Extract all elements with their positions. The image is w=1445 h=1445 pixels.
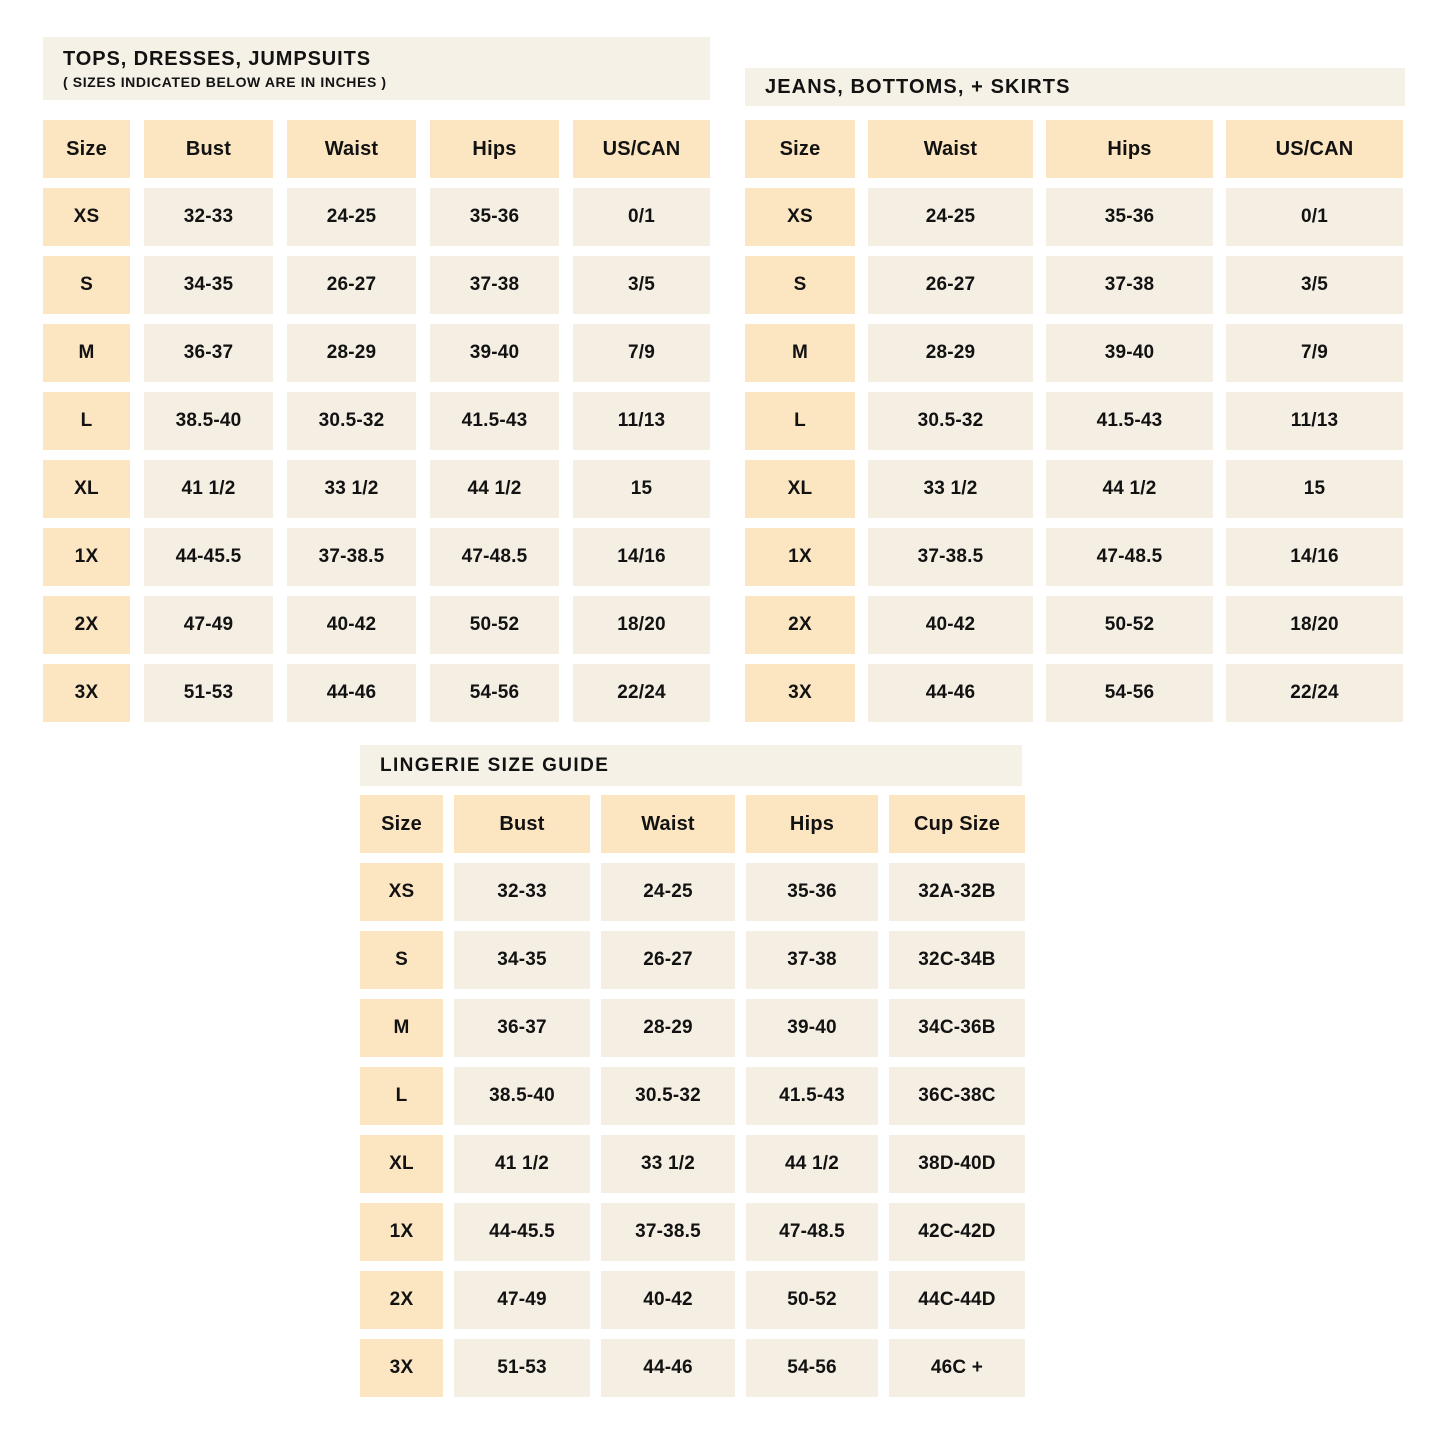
measurement-cell: 44-46 [601, 1339, 735, 1397]
measurement-cell: 32A-32B [889, 863, 1025, 921]
size-label-cell: L [43, 392, 130, 450]
measurement-cell: 15 [573, 460, 710, 518]
size-label-cell: XL [43, 460, 130, 518]
measurement-cell: 40-42 [601, 1271, 735, 1329]
measurement-cell: 30.5-32 [868, 392, 1033, 450]
size-label-cell: XL [360, 1135, 443, 1193]
measurement-cell: 38.5-40 [454, 1067, 590, 1125]
measurement-cell: 11/13 [1226, 392, 1403, 450]
measurement-cell: 37-38.5 [868, 528, 1033, 586]
measurement-cell: 14/16 [573, 528, 710, 586]
measurement-cell: 44-45.5 [144, 528, 273, 586]
measurement-cell: 11/13 [573, 392, 710, 450]
measurement-cell: 3/5 [1226, 256, 1403, 314]
measurement-cell: 34C-36B [889, 999, 1025, 1057]
jeans-bottoms-skirts-table [745, 68, 1405, 722]
column-header-hips: Hips [746, 795, 878, 853]
measurement-cell: 44 1/2 [746, 1135, 878, 1193]
measurement-cell: 28-29 [868, 324, 1033, 382]
measurement-cell: 35-36 [746, 863, 878, 921]
size-label-cell: M [745, 324, 855, 382]
measurement-cell: 44 1/2 [430, 460, 559, 518]
measurement-cell: 37-38 [746, 931, 878, 989]
measurement-cell: 41 1/2 [144, 460, 273, 518]
measurement-cell: 39-40 [746, 999, 878, 1057]
measurement-cell: 38.5-40 [144, 392, 273, 450]
size-label-cell: L [745, 392, 855, 450]
measurement-cell: 36-37 [144, 324, 273, 382]
measurement-cell: 15 [1226, 460, 1403, 518]
measurement-cell: 26-27 [601, 931, 735, 989]
size-label-cell: 1X [360, 1203, 443, 1261]
size-label-cell: XS [745, 188, 855, 246]
measurement-cell: 0/1 [1226, 188, 1403, 246]
measurement-cell: 33 1/2 [868, 460, 1033, 518]
column-header-waist: Waist [287, 120, 416, 178]
size-label-cell: M [43, 324, 130, 382]
lingerie-size-grid [360, 795, 1022, 1397]
measurement-cell: 26-27 [868, 256, 1033, 314]
measurement-cell: 36C-38C [889, 1067, 1025, 1125]
measurement-cell: 50-52 [1046, 596, 1213, 654]
measurement-cell: 33 1/2 [601, 1135, 735, 1193]
measurement-cell: 28-29 [601, 999, 735, 1057]
size-label-cell: 2X [43, 596, 130, 654]
measurement-cell: 47-48.5 [1046, 528, 1213, 586]
size-label-cell: 2X [745, 596, 855, 654]
measurement-cell: 18/20 [573, 596, 710, 654]
size-label-cell: S [745, 256, 855, 314]
measurement-cell: 37-38.5 [601, 1203, 735, 1261]
column-header-us-can: US/CAN [1226, 120, 1403, 178]
jeans-size-grid [745, 120, 1405, 722]
measurement-cell: 34-35 [454, 931, 590, 989]
measurement-cell: 28-29 [287, 324, 416, 382]
measurement-cell: 44-45.5 [454, 1203, 590, 1261]
measurement-cell: 30.5-32 [601, 1067, 735, 1125]
size-label-cell: 1X [745, 528, 855, 586]
measurement-cell: 47-48.5 [746, 1203, 878, 1261]
measurement-cell: 33 1/2 [287, 460, 416, 518]
measurement-cell: 44C-44D [889, 1271, 1025, 1329]
lingerie-size-guide-table [360, 745, 1022, 1397]
column-header-hips: Hips [1046, 120, 1213, 178]
column-header-size: Size [360, 795, 443, 853]
size-label-cell: 1X [43, 528, 130, 586]
measurement-cell: 44-46 [287, 664, 416, 722]
measurement-cell: 32C-34B [889, 931, 1025, 989]
measurement-cell: 37-38 [1046, 256, 1213, 314]
measurement-cell: 47-48.5 [430, 528, 559, 586]
size-label-cell: S [360, 931, 443, 989]
measurement-cell: 35-36 [430, 188, 559, 246]
measurement-cell: 41.5-43 [746, 1067, 878, 1125]
measurement-cell: 44-46 [868, 664, 1033, 722]
size-label-cell: 2X [360, 1271, 443, 1329]
table-title: LINGERIE SIZE GUIDE [380, 754, 610, 776]
measurement-cell: 54-56 [746, 1339, 878, 1397]
column-header-us-can: US/CAN [573, 120, 710, 178]
measurement-cell: 22/24 [1226, 664, 1403, 722]
measurement-cell: 32-33 [144, 188, 273, 246]
size-label-cell: 3X [745, 664, 855, 722]
column-header-waist: Waist [601, 795, 735, 853]
measurement-cell: 37-38.5 [287, 528, 416, 586]
tops-dresses-jumpsuits-table [43, 37, 710, 722]
measurement-cell: 50-52 [746, 1271, 878, 1329]
measurement-cell: 54-56 [430, 664, 559, 722]
size-label-cell: XS [360, 863, 443, 921]
size-label-cell: XS [43, 188, 130, 246]
measurement-cell: 18/20 [1226, 596, 1403, 654]
column-header-cup-size: Cup Size [889, 795, 1025, 853]
measurement-cell: 41.5-43 [1046, 392, 1213, 450]
jeans-title-banner [745, 68, 1405, 106]
measurement-cell: 46C + [889, 1339, 1025, 1397]
lingerie-title-banner [360, 745, 1022, 786]
measurement-cell: 32-33 [454, 863, 590, 921]
measurement-cell: 26-27 [287, 256, 416, 314]
size-label-cell: S [43, 256, 130, 314]
column-header-waist: Waist [868, 120, 1033, 178]
measurement-cell: 40-42 [868, 596, 1033, 654]
measurement-cell: 42C-42D [889, 1203, 1025, 1261]
measurement-cell: 41.5-43 [430, 392, 559, 450]
measurement-cell: 47-49 [144, 596, 273, 654]
measurement-cell: 7/9 [1226, 324, 1403, 382]
measurement-cell: 24-25 [287, 188, 416, 246]
measurement-cell: 44 1/2 [1046, 460, 1213, 518]
measurement-cell: 3/5 [573, 256, 710, 314]
measurement-cell: 36-37 [454, 999, 590, 1057]
measurement-cell: 41 1/2 [454, 1135, 590, 1193]
measurement-cell: 35-36 [1046, 188, 1213, 246]
size-label-cell: XL [745, 460, 855, 518]
measurement-cell: 34-35 [144, 256, 273, 314]
measurement-cell: 50-52 [430, 596, 559, 654]
measurement-cell: 51-53 [144, 664, 273, 722]
table-title: JEANS, BOTTOMS, + SKIRTS [765, 75, 1071, 98]
measurement-cell: 0/1 [573, 188, 710, 246]
size-label-cell: M [360, 999, 443, 1057]
measurement-cell: 39-40 [430, 324, 559, 382]
measurement-cell: 24-25 [601, 863, 735, 921]
measurement-cell: 37-38 [430, 256, 559, 314]
measurement-cell: 54-56 [1046, 664, 1213, 722]
table-title: TOPS, DRESSES, JUMPSUITS [63, 47, 371, 70]
column-header-size: Size [745, 120, 855, 178]
column-header-bust: Bust [454, 795, 590, 853]
measurement-cell: 39-40 [1046, 324, 1213, 382]
measurement-cell: 7/9 [573, 324, 710, 382]
measurement-cell: 38D-40D [889, 1135, 1025, 1193]
measurement-cell: 30.5-32 [287, 392, 416, 450]
measurement-cell: 22/24 [573, 664, 710, 722]
tops-title-banner [43, 37, 710, 100]
size-label-cell: 3X [43, 664, 130, 722]
measurement-cell: 24-25 [868, 188, 1033, 246]
measurement-cell: 14/16 [1226, 528, 1403, 586]
size-label-cell: 3X [360, 1339, 443, 1397]
tops-size-grid [43, 120, 710, 722]
column-header-bust: Bust [144, 120, 273, 178]
measurement-cell: 40-42 [287, 596, 416, 654]
table-subtitle: ( SIZES INDICATED BELOW ARE IN INCHES ) [63, 73, 387, 90]
column-header-size: Size [43, 120, 130, 178]
column-header-hips: Hips [430, 120, 559, 178]
measurement-cell: 47-49 [454, 1271, 590, 1329]
size-label-cell: L [360, 1067, 443, 1125]
measurement-cell: 51-53 [454, 1339, 590, 1397]
